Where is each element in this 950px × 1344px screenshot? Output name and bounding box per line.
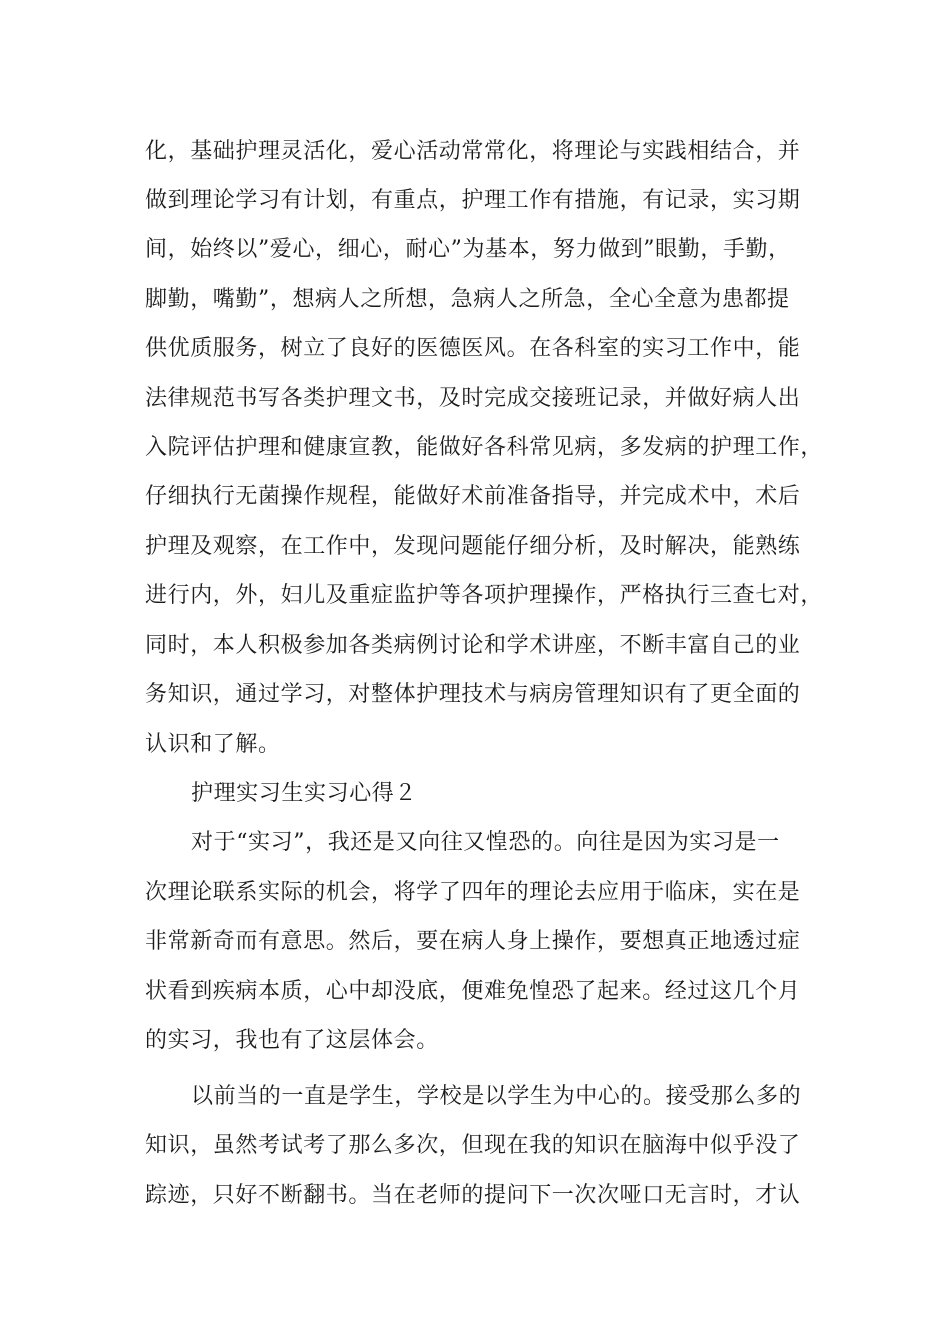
paragraph-1-line: 同时，本人积极参加各类病例讨论和学术讲座，不断丰富自己的业 [145, 633, 801, 658]
paragraph-3-line: 知识，虽然考试考了那么多次，但现在我的知识在脑海中似乎没了 [145, 1133, 801, 1158]
paragraph-2-line: 对于“实习”，我还是又向往又惶恐的。向往是因为实习是一 [191, 830, 780, 855]
paragraph-3-line: 踪迹，只好不断翻书。当在老师的提问下一次次哑口无言时，才认 [145, 1183, 801, 1208]
paragraph-3-line: 以前当的一直是学生，学校是以学生为中心的。接受那么多的 [191, 1084, 802, 1109]
paragraph-1-line: 法律规范书写各类护理文书，及时完成交接班记录，并做好病人出 [145, 386, 801, 411]
paragraph-1-line: 认识和了解。 [145, 732, 281, 757]
paragraph-2-line: 次理论联系实际的机会，将学了四年的理论去应用于临床，实在是 [145, 880, 801, 905]
paragraph-1-line: 进行内，外，妇儿及重症监护等各项护理操作，严格执行三查七对， [145, 583, 824, 608]
paragraph-1-line: 化，基础护理灵活化，爱心活动常常化，将理论与实践相结合，并 [145, 139, 801, 164]
paragraph-1-line: 护理及观察，在工作中，发现问题能仔细分析，及时解决，能熟练 [145, 534, 801, 559]
paragraph-1-line: 供优质服务，树立了良好的医德医风。在各科室的实习工作中，能 [145, 336, 801, 361]
paragraph-1-line: 做到理论学习有计划，有重点，护理工作有措施，有记录，实习期 [145, 188, 801, 213]
section-heading: 护理实习生实习心得２ [191, 781, 418, 806]
paragraph-1-line: 务知识，通过学习，对整体护理技术与病房管理知识有了更全面的 [145, 682, 801, 707]
document-body [145, 0, 835, 1344]
paragraph-1-line: 脚勤，嘴勤”，想病人之所想，急病人之所急，全心全意为患都提 [145, 287, 790, 312]
paragraph-2-line: 的实习，我也有了这层体会。 [145, 1028, 439, 1053]
paragraph-1-line: 仔细执行无菌操作规程，能做好术前准备指导，并完成术中，术后 [145, 484, 801, 509]
paragraph-1-line: 入院评估护理和健康宣教，能做好各科常见病，多发病的护理工作， [145, 435, 824, 460]
paragraph-2-line: 状看到疾病本质，心中却没底，便难免惶恐了起来。经过这几个月 [145, 979, 801, 1004]
paragraph-1-line: 间，始终以”爱心，细心，耐心”为基本，努力做到”眼勤，手勤， [145, 237, 791, 262]
paragraph-2-line: 非常新奇而有意思。然后，要在病人身上操作，要想真正地透过症 [145, 929, 801, 954]
